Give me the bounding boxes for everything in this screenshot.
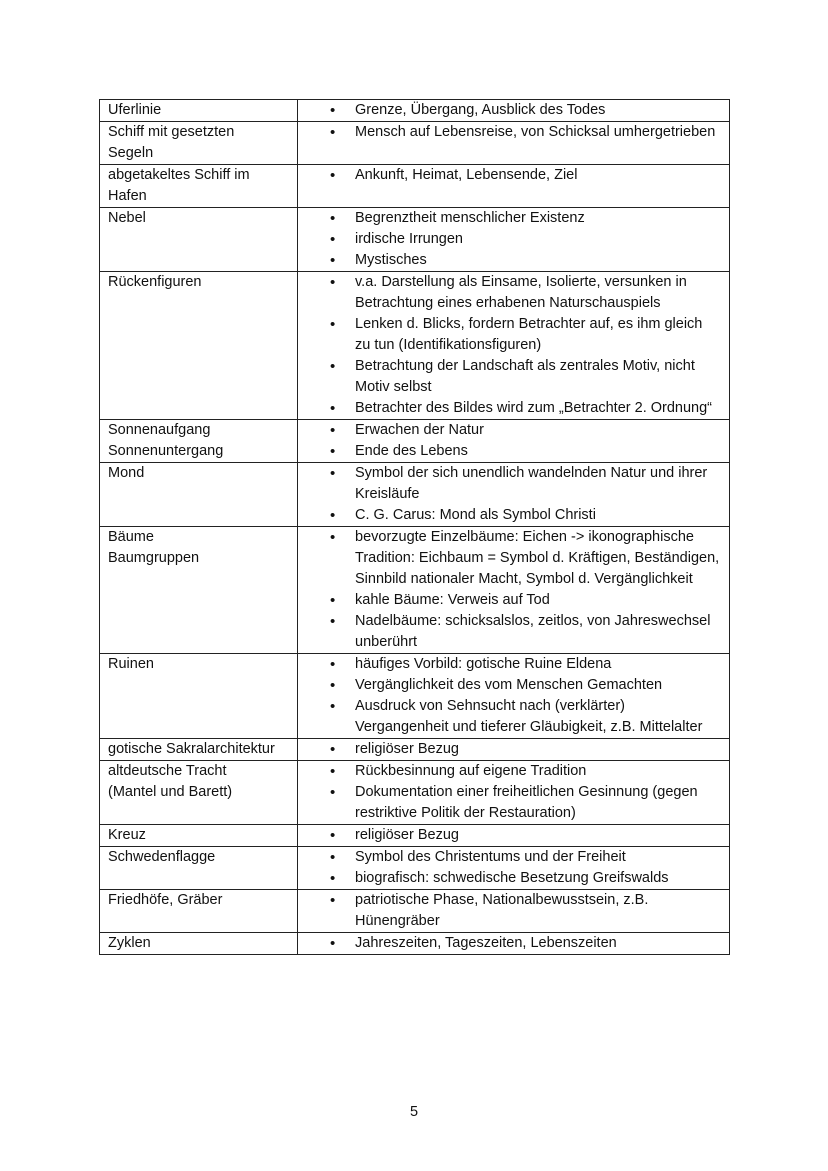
list-item: • patriotische Phase, Nationalbewusstsein, z.B. Hünengräber <box>298 890 721 932</box>
table-row <box>100 463 730 527</box>
meaning-list <box>298 527 721 653</box>
symbol-term-line: (Mantel und Barett) <box>108 784 233 800</box>
table-row <box>100 825 730 847</box>
symbol-meaning-cell <box>298 208 730 272</box>
symbol-meaning-cell <box>298 165 730 208</box>
meaning-list <box>298 272 721 419</box>
symbol-term-line: altdeutsche Tracht <box>108 763 227 779</box>
symbol-meaning-cell <box>298 847 730 890</box>
table-row <box>100 208 730 272</box>
symbol-meaning-cell <box>298 527 730 654</box>
table-row <box>100 420 730 463</box>
list-item: • Lenken d. Blicks, fordern Betrachter auf, es ihm gleich zu tun (Identifikationsfiguren) <box>298 314 721 356</box>
list-item: • bevorzugte Einzelbäume: Eichen -> ikonographische Tradition: Eichbaum = Symbol d. Kräftigen, Beständigen, Sinnbild nationaler Macht, Symbol d. Vergänglichkeit <box>298 527 721 590</box>
symbol-meaning-cell <box>298 463 730 527</box>
list-item: • kahle Bäume: Verweis auf Tod <box>298 590 721 611</box>
symbol-table <box>99 99 730 955</box>
list-item: • biografisch: schwedische Besetzung Greifswalds <box>298 868 721 889</box>
symbol-meaning-cell <box>298 100 730 122</box>
symbol-term-line: Uferlinie <box>108 102 162 118</box>
meaning-list <box>298 933 721 954</box>
symbol-meaning-cell <box>298 420 730 463</box>
table-row <box>100 272 730 420</box>
symbol-meaning-cell <box>298 272 730 420</box>
list-item: • v.a. Darstellung als Einsame, Isolierte, versunken in Betrachtung eines erhabenen Naturschauspiels <box>298 272 721 314</box>
symbol-term-cell <box>100 272 298 420</box>
symbol-term-cell <box>100 890 298 933</box>
symbol-term-line: abgetakeltes Schiff im <box>108 167 250 183</box>
table-row <box>100 654 730 739</box>
meaning-list <box>298 739 721 760</box>
symbol-term-cell <box>100 420 298 463</box>
meaning-list <box>298 165 721 186</box>
list-item: • Dokumentation einer freiheitlichen Gesinnung (gegen restriktive Politik der Restauration) <box>298 782 721 824</box>
symbol-term-cell <box>100 847 298 890</box>
meaning-list <box>298 761 721 824</box>
symbol-term-cell <box>100 739 298 761</box>
list-item: • C. G. Carus: Mond als Symbol Christi <box>298 505 721 526</box>
list-item: • Symbol des Christentums und der Freiheit <box>298 847 721 868</box>
list-item: • irdische Irrungen <box>298 229 721 250</box>
symbol-term-line: Schiff mit gesetzten <box>108 124 235 140</box>
symbol-meaning-cell <box>298 122 730 165</box>
symbol-term-cell <box>100 165 298 208</box>
page-number: 5 <box>409 1104 419 1120</box>
symbol-term-cell <box>100 208 298 272</box>
symbol-term-line: Ruinen <box>108 656 154 672</box>
table-row <box>100 933 730 955</box>
symbol-meaning-cell <box>298 739 730 761</box>
meaning-list <box>298 420 721 462</box>
list-item: • Betrachter des Bildes wird zum „Betrachter 2. Ordnung“ <box>298 398 721 419</box>
list-item: • Rückbesinnung auf eigene Tradition <box>298 761 721 782</box>
symbol-term-line: Mond <box>108 465 145 481</box>
meaning-list <box>298 463 721 526</box>
symbol-term-line: Hafen <box>108 188 147 204</box>
list-item: • häufiges Vorbild: gotische Ruine Eldena <box>298 654 721 675</box>
list-item: • Ende des Lebens <box>298 441 721 462</box>
list-item: • Grenze, Übergang, Ausblick des Todes <box>298 100 721 121</box>
symbol-term-line: Baumgruppen <box>108 550 200 566</box>
symbol-term-line: Kreuz <box>108 827 146 843</box>
symbol-term-cell <box>100 463 298 527</box>
symbol-term-line: gotische Sakralarchitektur <box>108 741 275 757</box>
list-item: • Betrachtung der Landschaft als zentrales Motiv, nicht Motiv selbst <box>298 356 721 398</box>
list-item: • Begrenztheit menschlicher Existenz <box>298 208 721 229</box>
symbol-term-line: Schwedenflagge <box>108 849 216 865</box>
list-item: • Mensch auf Lebensreise, von Schicksal umhergetrieben <box>298 122 721 143</box>
symbol-term-cell <box>100 527 298 654</box>
symbol-term-cell <box>100 100 298 122</box>
symbol-meaning-cell <box>298 890 730 933</box>
symbol-term-line: Zyklen <box>108 935 151 951</box>
symbol-term-line: Sonnenaufgang <box>108 422 211 438</box>
list-item: • Ankunft, Heimat, Lebensende, Ziel <box>298 165 721 186</box>
meaning-list <box>298 122 721 143</box>
symbol-term-line: Segeln <box>108 145 154 161</box>
list-item: • religiöser Bezug <box>298 825 721 846</box>
symbol-term-cell <box>100 933 298 955</box>
symbol-term-line: Sonnenuntergang <box>108 443 224 459</box>
table-row <box>100 847 730 890</box>
symbol-meaning-cell <box>298 825 730 847</box>
table-row <box>100 527 730 654</box>
meaning-list <box>298 825 721 846</box>
symbol-meaning-cell <box>298 654 730 739</box>
list-item: • Jahreszeiten, Tageszeiten, Lebenszeiten <box>298 933 721 954</box>
symbol-term-cell <box>100 825 298 847</box>
symbol-term-line: Nebel <box>108 210 146 226</box>
list-item: • Nadelbäume: schicksalslos, zeitlos, von Jahreswechsel unberührt <box>298 611 721 653</box>
list-item: • Ausdruck von Sehnsucht nach (verklärter) Vergangenheit und tieferer Gläubigkeit, z.B. Mittelalter <box>298 696 721 738</box>
table-row <box>100 122 730 165</box>
symbol-term-cell <box>100 654 298 739</box>
symbol-term-cell <box>100 122 298 165</box>
symbol-meaning-cell <box>298 933 730 955</box>
meaning-list <box>298 208 721 271</box>
meaning-list <box>298 890 721 932</box>
symbol-term-line: Bäume <box>108 529 154 545</box>
symbol-term-line: Rückenfiguren <box>108 274 202 290</box>
list-item: • Mystisches <box>298 250 721 271</box>
table-row <box>100 890 730 933</box>
table-row <box>100 739 730 761</box>
list-item: • Symbol der sich unendlich wandelnden Natur und ihrer Kreisläufe <box>298 463 721 505</box>
symbol-meaning-cell <box>298 761 730 825</box>
table-row <box>100 100 730 122</box>
meaning-list <box>298 654 721 738</box>
meaning-list <box>298 847 721 889</box>
table-row <box>100 165 730 208</box>
symbol-term-line: Friedhöfe, Gräber <box>108 892 223 908</box>
table-row <box>100 761 730 825</box>
list-item: • religiöser Bezug <box>298 739 721 760</box>
list-item: • Vergänglichkeit des vom Menschen Gemachten <box>298 675 721 696</box>
symbol-term-cell <box>100 761 298 825</box>
symbol-table-body <box>100 100 730 955</box>
list-item: • Erwachen der Natur <box>298 420 721 441</box>
meaning-list <box>298 100 721 121</box>
